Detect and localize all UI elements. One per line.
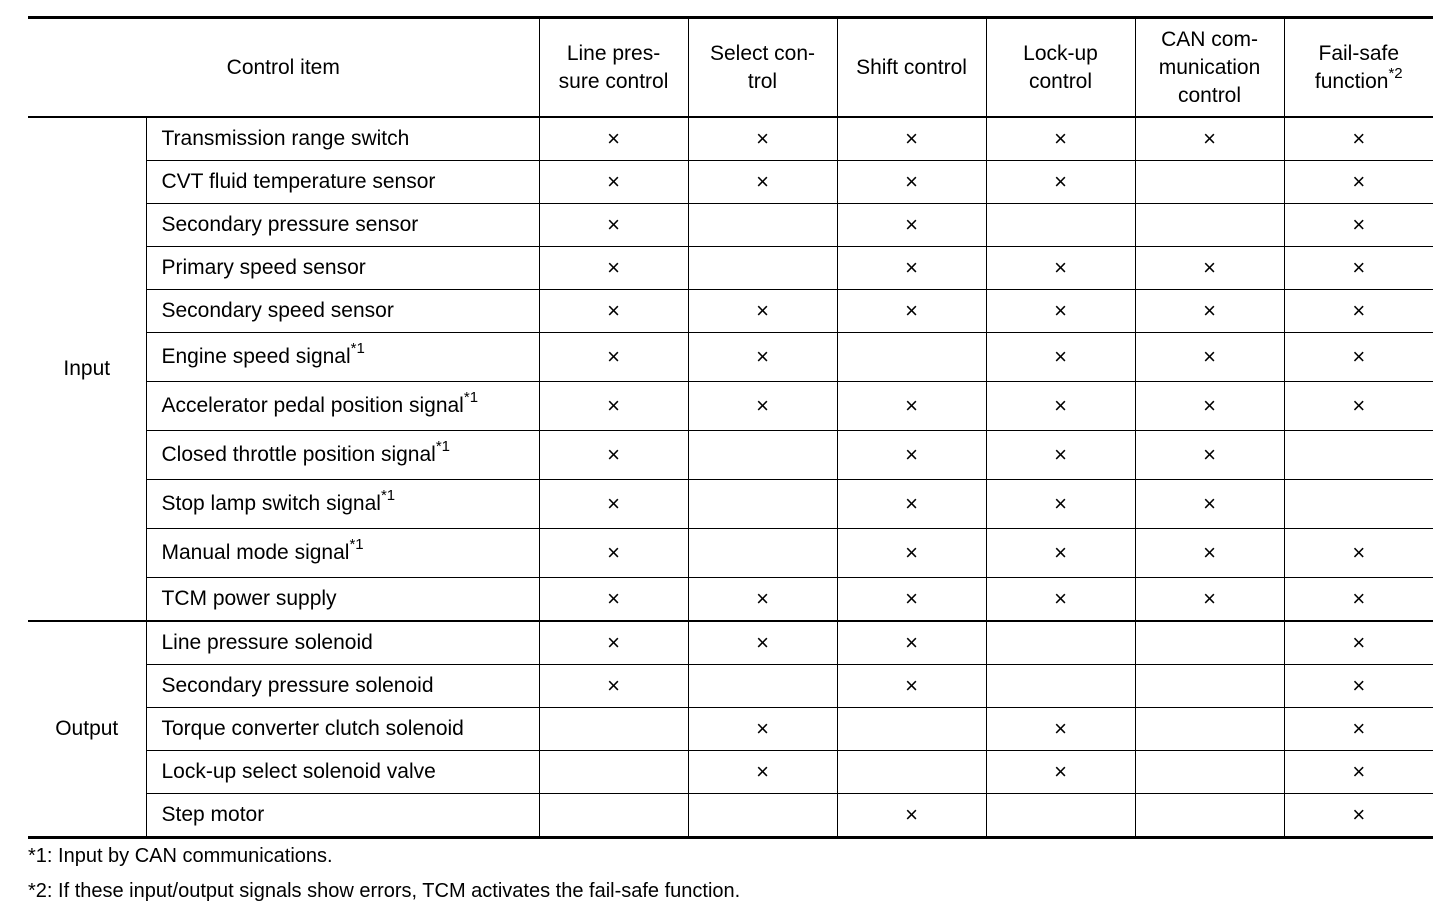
applies-mark: ×: [688, 578, 837, 622]
control-item-label: Step motor: [161, 803, 265, 826]
applies-mark: ×: [986, 480, 1135, 529]
applies-mark: ×: [1284, 578, 1433, 622]
applies-mark: ×: [539, 621, 688, 665]
control-item-cell: [146, 708, 539, 751]
control-item-cell: [146, 161, 539, 204]
header-line-pressure-control: [539, 18, 688, 118]
table-row: [28, 751, 1433, 794]
footnote-ref: *1: [349, 536, 364, 553]
applies-mark: ×: [986, 161, 1135, 204]
header-row: [28, 18, 1433, 118]
empty-cell: [1135, 751, 1284, 794]
table-row: [28, 621, 1433, 665]
control-item-label: Manual mode signal: [161, 541, 350, 564]
table-row: [28, 290, 1433, 333]
empty-cell: [1284, 431, 1433, 480]
applies-mark: ×: [1284, 708, 1433, 751]
empty-cell: [1135, 621, 1284, 665]
header-label: Line pres- sure control: [558, 41, 669, 93]
control-item-cell: [146, 665, 539, 708]
applies-mark: ×: [1135, 382, 1284, 431]
applies-mark: ×: [539, 290, 688, 333]
empty-cell: [539, 751, 688, 794]
control-item-label: Primary speed sensor: [161, 256, 366, 279]
control-item-label: Secondary speed sensor: [161, 299, 394, 322]
applies-mark: ×: [837, 665, 986, 708]
applies-mark: ×: [837, 204, 986, 247]
empty-cell: [539, 794, 688, 838]
applies-mark: ×: [688, 333, 837, 382]
applies-mark: ×: [1284, 794, 1433, 838]
applies-mark: ×: [1284, 621, 1433, 665]
applies-mark: ×: [1135, 480, 1284, 529]
applies-mark: ×: [539, 247, 688, 290]
control-table-container: [28, 16, 1433, 839]
applies-mark: ×: [1135, 333, 1284, 382]
table-row: [28, 204, 1433, 247]
control-item-label: Engine speed signal: [161, 345, 351, 368]
table-row: [28, 665, 1433, 708]
applies-mark: ×: [688, 621, 837, 665]
empty-cell: [688, 247, 837, 290]
applies-mark: ×: [1284, 161, 1433, 204]
applies-mark: ×: [1284, 204, 1433, 247]
empty-cell: [837, 333, 986, 382]
applies-mark: ×: [539, 529, 688, 578]
applies-mark: ×: [688, 751, 837, 794]
applies-mark: ×: [837, 529, 986, 578]
applies-mark: ×: [837, 621, 986, 665]
applies-mark: ×: [539, 431, 688, 480]
control-item-cell: [146, 751, 539, 794]
table-row: [28, 529, 1433, 578]
empty-cell: [539, 708, 688, 751]
control-item-label: Line pressure solenoid: [161, 631, 373, 654]
empty-cell: [688, 480, 837, 529]
applies-mark: ×: [688, 708, 837, 751]
applies-mark: ×: [837, 431, 986, 480]
table-row: [28, 161, 1433, 204]
applies-mark: ×: [1284, 665, 1433, 708]
applies-mark: ×: [539, 204, 688, 247]
applies-mark: ×: [688, 382, 837, 431]
header-label: Fail-safe function: [1314, 41, 1400, 93]
header-label: Lock-up control: [1023, 41, 1098, 93]
applies-mark: ×: [837, 578, 986, 622]
control-item-cell: [146, 333, 539, 382]
control-item-label: Torque converter clutch solenoid: [161, 717, 464, 740]
empty-cell: [1135, 665, 1284, 708]
applies-mark: ×: [837, 382, 986, 431]
control-item-cell: [146, 431, 539, 480]
applies-mark: ×: [688, 290, 837, 333]
header-lock-up-control: [986, 18, 1135, 118]
applies-mark: ×: [986, 382, 1135, 431]
applies-mark: ×: [837, 794, 986, 838]
table-row: [28, 247, 1433, 290]
control-item-label: Closed throttle position signal: [161, 443, 436, 466]
control-item-cell: [146, 480, 539, 529]
control-item-cell: [146, 794, 539, 838]
empty-cell: [688, 794, 837, 838]
footnote-ref: *1: [350, 340, 365, 357]
empty-cell: [837, 708, 986, 751]
control-item-cell: [146, 382, 539, 431]
applies-mark: ×: [539, 333, 688, 382]
applies-mark: ×: [688, 161, 837, 204]
control-item-label: Lock-up select solenoid valve: [161, 760, 436, 783]
applies-mark: ×: [1284, 117, 1433, 161]
header-control-item: Control item: [28, 18, 539, 118]
applies-mark: ×: [986, 247, 1135, 290]
control-item-label: Stop lamp switch signal: [161, 492, 381, 515]
table-row: [28, 578, 1433, 622]
applies-mark: ×: [986, 290, 1135, 333]
applies-mark: ×: [1135, 247, 1284, 290]
applies-mark: ×: [837, 290, 986, 333]
applies-mark: ×: [688, 117, 837, 161]
applies-mark: ×: [986, 708, 1135, 751]
applies-mark: ×: [986, 578, 1135, 622]
applies-mark: ×: [1135, 578, 1284, 622]
applies-mark: ×: [1284, 247, 1433, 290]
control-item-label: Transmission range switch: [161, 127, 410, 150]
empty-cell: [837, 751, 986, 794]
applies-mark: ×: [837, 161, 986, 204]
empty-cell: [1135, 161, 1284, 204]
control-item-cell: [146, 117, 539, 161]
table-body: [28, 117, 1433, 838]
empty-cell: [688, 204, 837, 247]
header-can-communication-control: [1135, 18, 1284, 118]
empty-cell: [1135, 204, 1284, 247]
applies-mark: ×: [1135, 431, 1284, 480]
empty-cell: [986, 665, 1135, 708]
table-row: [28, 480, 1433, 529]
table-row: [28, 117, 1433, 161]
control-item-label: Accelerator pedal position signal: [161, 394, 464, 417]
applies-mark: ×: [986, 751, 1135, 794]
empty-cell: [986, 621, 1135, 665]
empty-cell: [1135, 794, 1284, 838]
applies-mark: ×: [1135, 290, 1284, 333]
applies-mark: ×: [539, 382, 688, 431]
control-item-label: Secondary pressure sensor: [161, 213, 419, 236]
control-item-label: TCM power supply: [161, 587, 337, 610]
applies-mark: ×: [837, 247, 986, 290]
applies-mark: ×: [837, 480, 986, 529]
control-item-label: Secondary pressure solenoid: [161, 674, 434, 697]
footnote-ref: *1: [380, 487, 396, 504]
footnote-2: *2: If these input/output signals show errors, TCM activates the fail-safe function.: [28, 880, 741, 902]
table-row: [28, 431, 1433, 480]
table-row: [28, 708, 1433, 751]
applies-mark: ×: [986, 333, 1135, 382]
empty-cell: [986, 204, 1135, 247]
control-item-cell: [146, 290, 539, 333]
footnote-ref: *1: [463, 389, 479, 406]
header-label: CAN com- munication control: [1158, 27, 1261, 107]
applies-mark: ×: [1135, 117, 1284, 161]
applies-mark: ×: [539, 665, 688, 708]
header-shift-control: [837, 18, 986, 118]
applies-mark: ×: [1284, 529, 1433, 578]
applies-mark: ×: [539, 578, 688, 622]
header-label: Shift control: [856, 55, 967, 79]
applies-mark: ×: [1284, 382, 1433, 431]
control-item-cell: [146, 578, 539, 622]
table-row: [28, 794, 1433, 838]
empty-cell: [1135, 708, 1284, 751]
applies-mark: ×: [986, 117, 1135, 161]
control-item-cell: [146, 529, 539, 578]
group-label-output: Output: [28, 621, 146, 838]
empty-cell: [688, 665, 837, 708]
applies-mark: ×: [539, 117, 688, 161]
applies-mark: ×: [539, 161, 688, 204]
table-row: [28, 333, 1433, 382]
applies-mark: ×: [1284, 333, 1433, 382]
header-label: Select con- trol: [709, 41, 816, 93]
applies-mark: ×: [1135, 529, 1284, 578]
applies-mark: ×: [539, 480, 688, 529]
applies-mark: ×: [837, 117, 986, 161]
applies-mark: ×: [986, 431, 1135, 480]
empty-cell: [688, 431, 837, 480]
applies-mark: ×: [1284, 290, 1433, 333]
group-label-input: Input: [28, 117, 146, 621]
empty-cell: [1284, 480, 1433, 529]
control-item-table: [28, 16, 1433, 839]
empty-cell: [986, 794, 1135, 838]
applies-mark: ×: [986, 529, 1135, 578]
control-item-cell: [146, 621, 539, 665]
control-item-cell: [146, 247, 539, 290]
control-item-cell: [146, 204, 539, 247]
table-row: [28, 382, 1433, 431]
control-item-label: CVT fluid temperature sensor: [161, 170, 436, 193]
footnote-1: *1: Input by CAN communications.: [28, 845, 333, 867]
empty-cell: [688, 529, 837, 578]
header-select-control: [688, 18, 837, 118]
header-fail-safe-function: [1284, 18, 1433, 118]
footnote-ref: *1: [435, 438, 451, 455]
applies-mark: ×: [1284, 751, 1433, 794]
header-footnote-ref: *2: [1388, 64, 1403, 82]
